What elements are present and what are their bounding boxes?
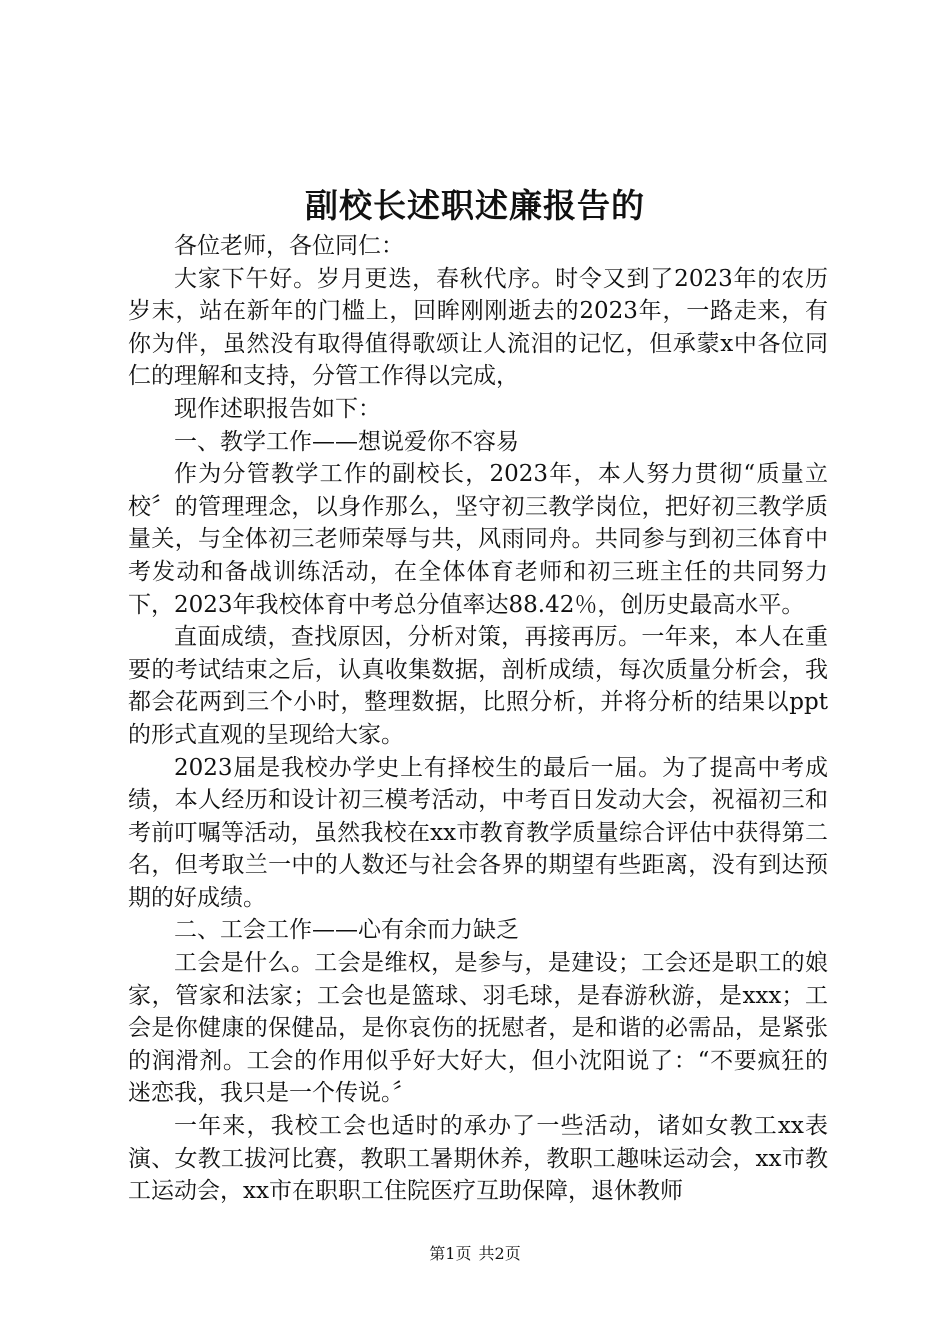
paragraph: 作为分管教学工作的副校长，2023年，本人努力贯彻“质量立校〞的管理理念，以身作那么，坚守初三教学岗位，把好初三教学质量关，与全体初三老师荣辱与共，风雨同舟。共同参与到初三体育中考发动和备战训练活动，在全体体育老师和初三班主任的共同努力下，2023年我校体育中考总分值率达88.42％，创历史最高水平。 (128, 461, 828, 618)
page-footer: 第1页 共2页 (429, 1244, 521, 1263)
document-title: 副校长述职述廉报告的 (305, 186, 645, 225)
section-heading: 一、教学工作——想说爱你不容易 (174, 428, 519, 455)
paragraph: 2023届是我校办学史上有择校生的最后一届。为了提高中考成绩，本人经历和设计初三模考活动，中考百日发动大会，祝福初三和考前叮嘱等活动，虽然我校在xx市教育教学质量综合评估中获得第二名，但考取兰一中的人数还与社会各界的期望有些距离，没有到达预期的好成绩。 (128, 754, 828, 911)
paragraph: 各位老师，各位同仁： (174, 233, 404, 259)
paragraph: 直面成绩，查找原因，分析对策，再接再厉。一年来，本人在重要的考试结束之后，认真收集数据，剖析成绩，每次质量分析会，我都会花两到三个小时，整理数据，比照分析，并将分析的结果以ppt的形式直观的呈现给大家。 (128, 624, 828, 748)
paragraph: 大家下午好。岁月更迭，春秋代序。时令又到了2023年的农历岁末，站在新年的门槛上，回眸刚刚逝去的2023年，一路走来，有你为伴，虽然没有取得值得歌颂让人流泪的记忆，但承蒙x中各位同仁的理解和支持，分管工作得以完成， (128, 265, 828, 390)
paragraph: 一年来，我校工会也适时的承办了一些活动，诸如女教工xx表演、女教工拔河比赛，教职工暑期休养，教职工趣味运动会，xx市教工运动会，xx市在职职工住院医疗互助保障，退休教师 (128, 1113, 828, 1205)
paragraph: 现作述职报告如下： (174, 395, 381, 422)
paragraph: 工会是什么。工会是维权，是参与，是建设；工会还是职工的娘家，管家和法家；工会也是篮球、羽毛球，是春游秋游，是xxx；工会是你健康的保健品，是你哀伤的抚慰者，是和谐的必需品，是紧张的润滑剂。工会的作用似乎好大好大，但小沈阳说了：“不要疯狂的迷恋我，我只是一个传说。〞 (128, 950, 828, 1107)
section-heading: 二、工会工作——心有余而力缺乏 (174, 917, 519, 944)
document-body (128, 230, 828, 1208)
